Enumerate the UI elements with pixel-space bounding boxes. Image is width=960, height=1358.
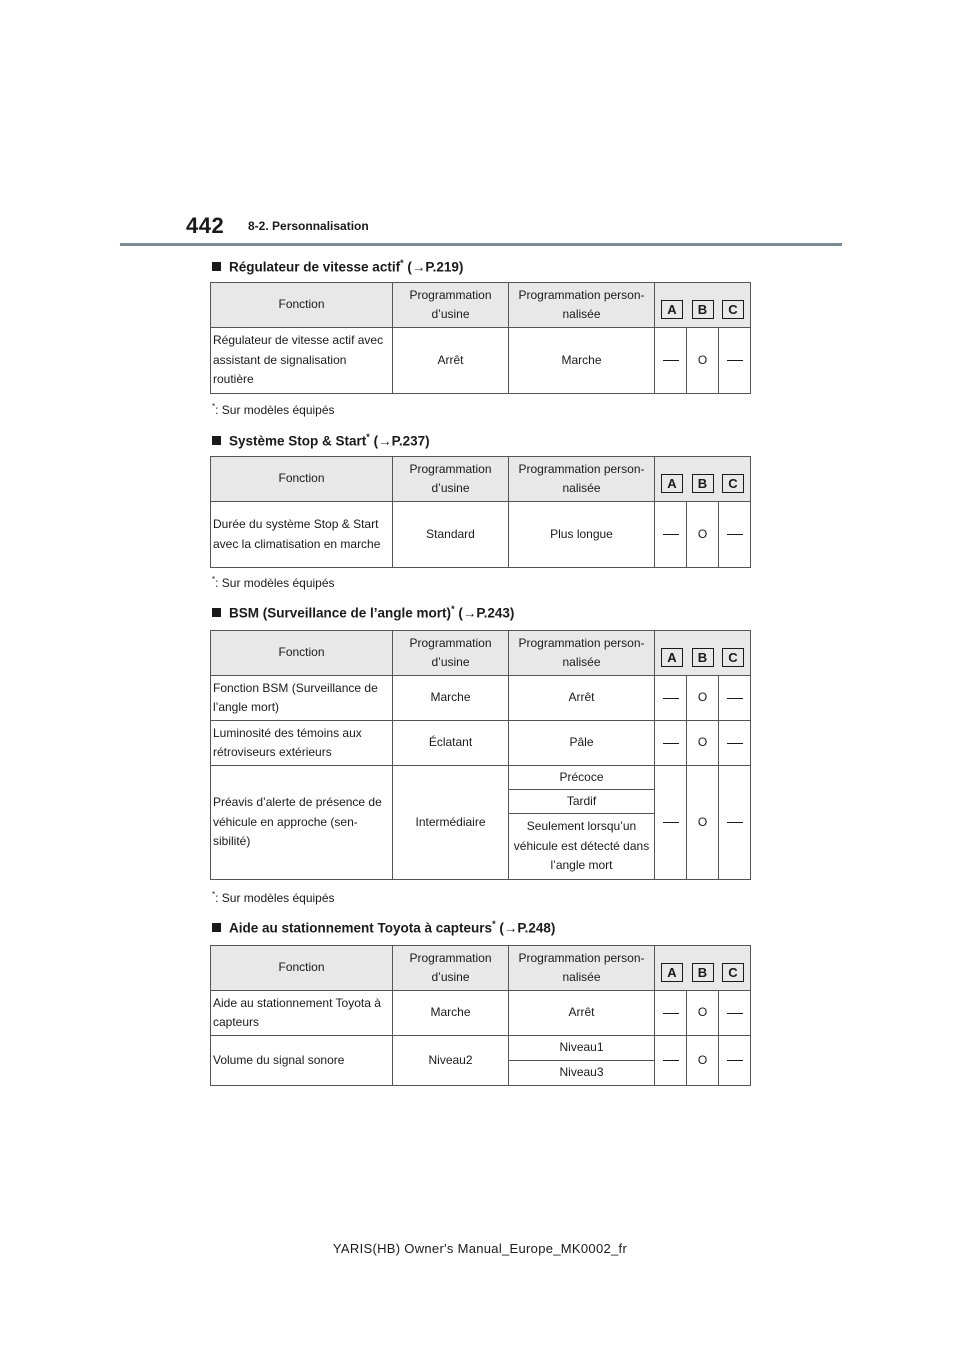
table-row (211, 721, 751, 766)
mode-a-icon: A (661, 648, 683, 667)
asterisk-mark: * (451, 604, 455, 614)
header-perso: Programmation person-nalisée (509, 283, 655, 328)
cell-usine: Standard (393, 502, 509, 568)
header-fonction: Fonction (211, 631, 393, 676)
arrow-icon: → (378, 433, 392, 449)
cell-a (655, 328, 687, 394)
mode-c-icon: C (722, 300, 744, 319)
header-fonction: Fonction (211, 457, 393, 502)
dash-mark (663, 1060, 679, 1061)
footnote-text: Sur modèles équipés (221, 576, 335, 590)
header-abc (655, 457, 751, 502)
dash-mark (727, 1013, 743, 1014)
mode-c-icon: C (722, 474, 744, 493)
cell-a (655, 991, 687, 1036)
square-bullet-icon (212, 608, 221, 617)
cell-fonction: Fonction BSM (Surveillance de l’angle mort) (211, 676, 393, 721)
mode-b-icon: B (692, 648, 714, 667)
header-usine: Programmation d’usine (393, 283, 509, 328)
cell-perso-option: Précoce (509, 766, 655, 790)
table-row (211, 991, 751, 1036)
cell-b: O (687, 721, 719, 766)
cell-b: O (687, 676, 719, 721)
cell-b: O (687, 766, 719, 880)
cell-usine: Niveau2 (393, 1036, 509, 1086)
section-title: BSM (Surveillance de l’angle mort) (229, 605, 452, 621)
mode-a-icon: A (661, 474, 683, 493)
cell-usine: Marche (393, 991, 509, 1036)
cell-perso-option: Tardif (509, 790, 655, 814)
dash-mark (663, 698, 679, 699)
header-perso: Programmation person-nalisée (509, 631, 655, 676)
cell-a (655, 1036, 687, 1086)
settings-table-parking (210, 945, 751, 1086)
table-row (211, 1036, 751, 1061)
page-number: 442 (186, 213, 225, 238)
dash-mark (663, 743, 679, 744)
mode-b-icon: B (692, 474, 714, 493)
settings-table-acc (210, 282, 751, 394)
dash-mark (727, 698, 743, 699)
section-title: Système Stop & Start (229, 433, 367, 449)
square-bullet-icon (212, 262, 221, 271)
square-bullet-icon (212, 436, 221, 445)
table-row (211, 502, 751, 568)
cell-usine: Arrêt (393, 328, 509, 394)
cell-b: O (687, 502, 719, 568)
header-usine: Programmation d’usine (393, 946, 509, 991)
section-heading-stop-start: Système Stop & Start* (→P.237) (212, 432, 430, 449)
cell-usine: Intermédiaire (393, 766, 509, 880)
header-usine: Programmation d’usine (393, 457, 509, 502)
cell-a (655, 502, 687, 568)
cell-c (719, 1036, 751, 1086)
square-bullet-icon (212, 923, 221, 932)
footnote: *: Sur modèles équipés (212, 402, 335, 417)
cell-c (719, 502, 751, 568)
mode-c-icon: C (722, 963, 744, 982)
cell-b: O (687, 1036, 719, 1086)
cell-fonction: Volume du signal sonore (211, 1036, 393, 1086)
footnote: *: Sur modèles équipés (212, 890, 335, 905)
mode-b-icon: B (692, 300, 714, 319)
table-row (211, 766, 751, 790)
header-divider (120, 243, 842, 246)
footnote: *: Sur modèles équipés (212, 575, 335, 590)
page-reference: P.219 (425, 259, 459, 275)
header-fonction: Fonction (211, 283, 393, 328)
cell-perso: Arrêt (509, 676, 655, 721)
dash-mark (727, 360, 743, 361)
arrow-icon: → (462, 605, 477, 621)
page-reference: P.243 (476, 605, 510, 621)
cell-fonction: Préavis d’alerte de présence de véhicule en approche (sen-sibilité) (211, 766, 393, 880)
footnote-text: Sur modèles équipés (221, 403, 335, 417)
dash-mark (727, 743, 743, 744)
asterisk-mark: * (366, 432, 370, 442)
cell-c (719, 991, 751, 1036)
cell-b: O (687, 328, 719, 394)
cell-perso-option: Seulement lorsqu’un véhicule est détecté dans l’angle mort (509, 814, 655, 880)
asterisk-mark: * (400, 258, 404, 268)
settings-table-bsm (210, 630, 751, 880)
mode-c-icon: C (722, 648, 744, 667)
cell-usine: Éclatant (393, 721, 509, 766)
header-abc (655, 283, 751, 328)
cell-fonction: Luminosité des témoins aux rétroviseurs extérieurs (211, 721, 393, 766)
header-perso: Programmation person-nalisée (509, 457, 655, 502)
asterisk-mark: * (492, 919, 496, 929)
cell-perso: Arrêt (509, 991, 655, 1036)
cell-a (655, 676, 687, 721)
cell-fonction: Aide au stationnement Toyota à capteurs (211, 991, 393, 1036)
section-title: Aide au stationnement Toyota à capteurs (229, 920, 493, 936)
manual-footer: YARIS(HB) Owner's Manual_Europe_MK0002_fr (332, 1241, 628, 1256)
arrow-icon: → (411, 259, 426, 275)
section-heading-parking: Aide au stationnement Toyota à capteurs* (→P.248) (212, 919, 555, 936)
header-fonction: Fonction (211, 946, 393, 991)
cell-fonction: Durée du système Stop & Start avec la climatisation en marche (211, 502, 393, 568)
cell-a (655, 721, 687, 766)
section-heading-acc: Régulateur de vitesse actif* (→P.219) (212, 258, 463, 275)
dash-mark (663, 534, 679, 535)
page-reference: P.248 (517, 920, 551, 936)
header-perso: Programmation person-nalisée (509, 946, 655, 991)
header-usine: Programmation d’usine (393, 631, 509, 676)
section-label: 8-2. Personnalisation (248, 219, 369, 233)
header-abc (655, 946, 751, 991)
cell-usine: Marche (393, 676, 509, 721)
dash-mark (663, 360, 679, 361)
dash-mark (663, 1013, 679, 1014)
footnote-text: Sur modèles équipés (221, 891, 335, 905)
cell-c (719, 721, 751, 766)
dash-mark (727, 534, 743, 535)
cell-b: O (687, 991, 719, 1036)
section-heading-bsm: BSM (Surveillance de l’angle mort)* (→P.243) (212, 604, 514, 621)
settings-table-stop-start (210, 456, 751, 568)
mode-b-icon: B (692, 963, 714, 982)
cell-perso-option: Niveau1 (509, 1036, 655, 1061)
dash-mark (663, 822, 679, 823)
cell-perso: Plus longue (509, 502, 655, 568)
cell-c (719, 676, 751, 721)
mode-a-icon: A (661, 300, 683, 319)
cell-perso: Marche (509, 328, 655, 394)
table-row (211, 328, 751, 394)
cell-c (719, 766, 751, 880)
cell-perso: Pâle (509, 721, 655, 766)
section-title: Régulateur de vitesse actif (229, 259, 401, 275)
page-reference: P.237 (391, 433, 426, 449)
arrow-icon: → (503, 920, 518, 936)
mode-a-icon: A (661, 963, 683, 982)
dash-mark (727, 822, 743, 823)
table-row (211, 676, 751, 721)
cell-a (655, 766, 687, 880)
cell-perso-option: Niveau3 (509, 1061, 655, 1086)
dash-mark (727, 1060, 743, 1061)
cell-fonction: Régulateur de vitesse actif avec assistant de signalisation routière (211, 328, 393, 394)
cell-c (719, 328, 751, 394)
header-abc (655, 631, 751, 676)
